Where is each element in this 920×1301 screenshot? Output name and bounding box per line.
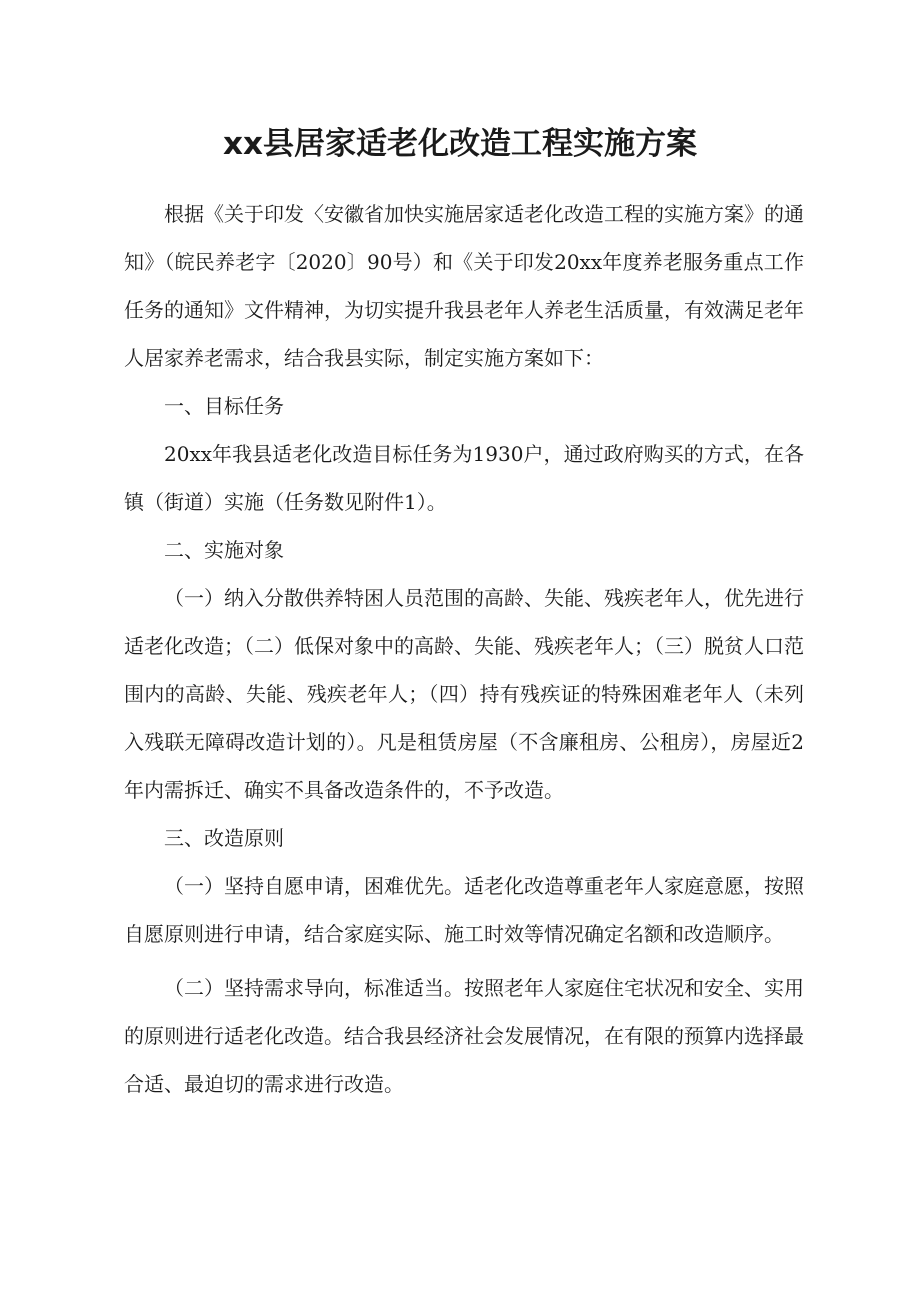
section-paragraph-principle-1: （一）坚持自愿申请，困难优先。适老化改造尊重老年人家庭意愿，按照自愿原则进行申请，结合家庭实际、施工时效等情况确定名额和改造顺序。 <box>124 874 804 946</box>
intro-paragraph: 根据《关于印发〈安徽省加快实施居家适老化改造工程的实施方案》的通知》（皖民养老字〔2020〕90号）和《关于印发20xx年度养老服务重点工作任务的通知》文件精神，为切实提升我县老年人养老生活质量，有效满足老年人居家养老需求，结合我县实际，制定实施方案如下： <box>124 202 804 370</box>
section-heading-principles: 三、改造原则 <box>164 826 284 850</box>
document-body <box>124 190 804 1108</box>
section-heading-targets: 一、目标任务 <box>164 394 284 418</box>
section-heading-recipients: 二、实施对象 <box>164 538 284 562</box>
section-paragraph-recipients: （一）纳入分散供养特困人员范围的高龄、失能、残疾老年人，优先进行适老化改造；（二）低保对象中的高龄、失能、残疾老年人；（三）脱贫人口范围内的高龄、失能、残疾老年人；（四）持有残疾证的特殊困难老年人（未列入残联无障碍改造计划的）。凡是租赁房屋（不含廉租房、公租房），房屋近2年内需拆迁、确实不具备改造条件的，不予改造。 <box>124 586 804 802</box>
section-paragraph-targets: 20xx年我县适老化改造目标任务为1930户，通过政府购买的方式，在各镇（街道）实施（任务数见附件1）。 <box>124 442 804 514</box>
document-title: xx县居家适老化改造工程实施方案 <box>223 126 697 162</box>
section-paragraph-principle-2: （二）坚持需求导向，标准适当。按照老年人家庭住宅状况和安全、实用的原则进行适老化改造。结合我县经济社会发展情况，在有限的预算内选择最合适、最迫切的需求进行改造。 <box>124 976 804 1096</box>
